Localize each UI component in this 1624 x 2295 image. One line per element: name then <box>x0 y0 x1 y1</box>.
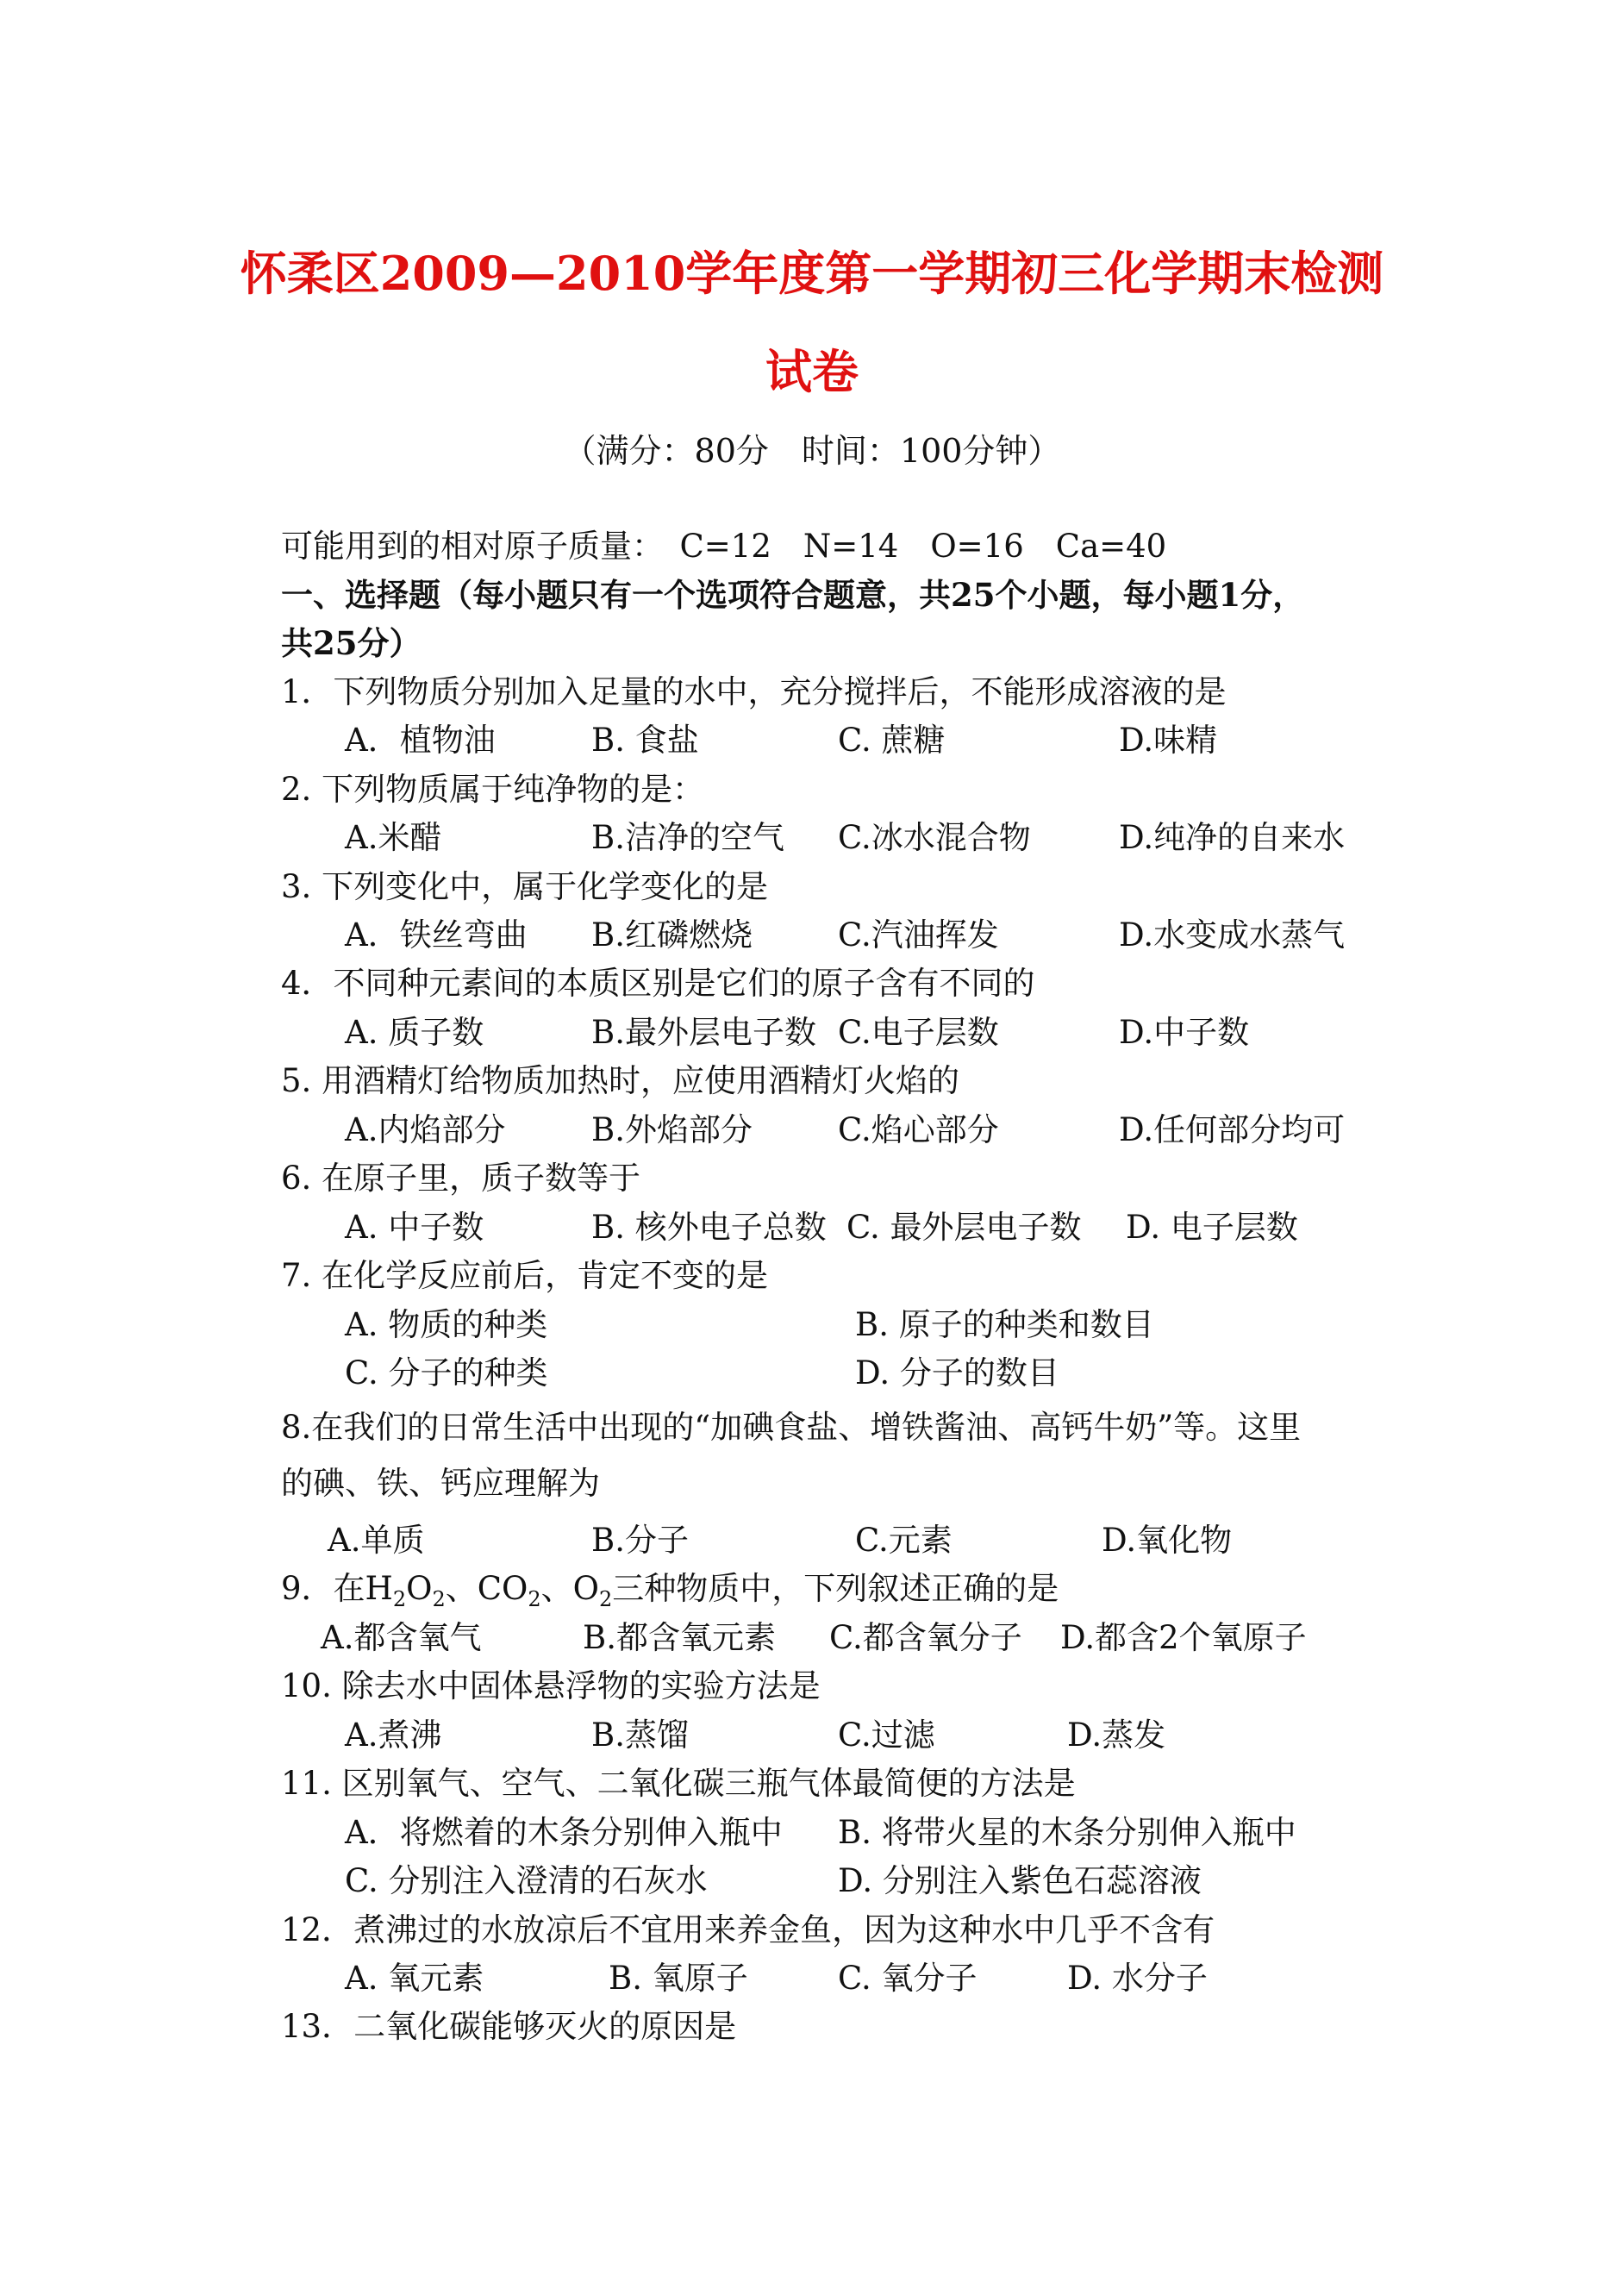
question-11-option-d: D. 分别注入紫色石蕊溶液 <box>838 1862 1202 1899</box>
question-3-stem: 3. 下列变化中，属于化学变化的是 <box>281 868 769 905</box>
question-10-option-a: A.煮沸 <box>345 1717 442 1754</box>
question-2-option-c: C.冰水混合物 <box>838 819 1031 856</box>
q9-text-3: 、CO <box>445 1570 528 1607</box>
exam-meta: （满分：80分 时间：100分钟） <box>563 432 1061 470</box>
question-7-option-c: C. 分子的种类 <box>345 1354 548 1391</box>
question-8-stem-line1: 8.在我们的日常生活中出现的“加碘食盐、增铁酱油、高钙牛奶”等。这里 <box>281 1409 1302 1446</box>
question-5-option-b: B.外焰部分 <box>591 1111 753 1148</box>
exam-title-line2: 试卷 <box>765 344 859 399</box>
question-5-stem: 5. 用酒精灯给物质加热时，应使用酒精灯火焰的 <box>281 1062 960 1099</box>
section-heading-line2: 共25分） <box>281 624 422 662</box>
question-1-option-a: A．植物油 <box>345 722 496 759</box>
q9-text-5: 三种物质中，下列叙述正确的是 <box>612 1570 1059 1607</box>
question-6-option-b: B. 核外电子总数 <box>591 1209 827 1246</box>
atomic-masses: 可能用到的相对原子质量： C=12 N=14 O=16 Ca=40 <box>281 528 1167 565</box>
question-1-stem: 1．下列物质分别加入足量的水中，充分搅拌后，不能形成溶液的是 <box>281 673 1227 710</box>
question-12-option-d: D. 水分子 <box>1067 1960 1208 1997</box>
question-6-option-c: C. 最外层电子数 <box>846 1209 1082 1246</box>
q9-sub-2: 2 <box>432 1587 446 1611</box>
question-6-option-d: D. 电子层数 <box>1126 1209 1298 1246</box>
question-11-stem: 11. 区别氧气、空气、二氧化碳三瓶气体最简便的方法是 <box>281 1765 1076 1802</box>
question-3-option-d: D.水变成水蒸气 <box>1119 916 1346 954</box>
question-9-option-b: B.都含氧元素 <box>583 1619 776 1656</box>
question-4-option-b: B.最外层电子数 <box>591 1014 816 1051</box>
question-2-option-a: A.米醋 <box>345 819 442 856</box>
question-7-option-b: B. 原子的种类和数目 <box>855 1306 1154 1343</box>
question-4-option-d: D.中子数 <box>1119 1014 1250 1051</box>
exam-title-line1: 怀柔区2009—2010学年度第一学期初三化学期末检测 <box>240 246 1384 301</box>
q9-text-4: 、O <box>540 1570 599 1607</box>
question-8-option-b: B.分子 <box>591 1522 689 1559</box>
q9-sub-1: 2 <box>392 1587 407 1611</box>
question-1-option-b: B. 食盐 <box>591 722 699 759</box>
q9-sub-3: 2 <box>528 1587 541 1611</box>
question-2-option-b: B.洁净的空气 <box>591 819 784 856</box>
question-7-stem: 7. 在化学反应前后，肯定不变的是 <box>281 1257 769 1294</box>
q9-text-2: O <box>406 1570 433 1607</box>
question-1-option-c: C. 蔗糖 <box>838 722 946 759</box>
question-8-option-d: D.氧化物 <box>1102 1522 1233 1559</box>
q9-sub-4: 2 <box>599 1587 613 1611</box>
question-12-option-b: B. 氧原子 <box>609 1960 748 1997</box>
question-8-option-a: A.单质 <box>328 1522 425 1559</box>
question-8-stem-line2: 的碘、铁、钙应理解为 <box>281 1465 600 1502</box>
question-3-option-c: C.汽油挥发 <box>838 916 999 954</box>
question-12-option-c: C. 氧分子 <box>838 1960 978 1997</box>
question-4-option-a: A. 质子数 <box>345 1014 484 1051</box>
question-5-option-d: D.任何部分均可 <box>1119 1111 1346 1148</box>
question-9-option-c: C.都含氧分子 <box>829 1619 1022 1656</box>
question-1-option-d: D.味精 <box>1119 722 1218 759</box>
question-3-option-b: B.红磷燃烧 <box>591 916 753 954</box>
question-7-option-a: A. 物质的种类 <box>345 1306 548 1343</box>
question-3-option-a: A．铁丝弯曲 <box>345 916 528 954</box>
question-6-option-a: A. 中子数 <box>345 1209 484 1246</box>
question-9-option-a: A.都含氧气 <box>321 1619 482 1656</box>
question-11-option-b: B. 将带火星的木条分别伸入瓶中 <box>838 1814 1296 1851</box>
question-4-option-c: C.电子层数 <box>838 1014 999 1051</box>
question-10-option-b: B.蒸馏 <box>591 1717 689 1754</box>
question-11-option-c: C. 分别注入澄清的石灰水 <box>345 1862 708 1899</box>
question-5-option-c: C.焰心部分 <box>838 1111 999 1148</box>
question-6-stem: 6. 在原子里，质子数等于 <box>281 1160 641 1197</box>
q9-text-1: 9．在H <box>281 1570 393 1607</box>
question-9-option-d: D.都含2个氧原子 <box>1060 1619 1307 1656</box>
question-13-stem: 13．二氧化碳能够灭火的原因是 <box>281 2008 737 2045</box>
section-heading-line1: 一、选择题（每小题只有一个选项符合题意，共25个小题，每小题1分， <box>281 576 1305 614</box>
question-12-option-a: A. 氧元素 <box>345 1960 484 1997</box>
question-10-option-c: C.过滤 <box>838 1717 935 1754</box>
question-8-option-c: C.元素 <box>855 1522 953 1559</box>
question-7-option-d: D. 分子的数目 <box>855 1354 1059 1391</box>
question-12-stem: 12．煮沸过的水放凉后不宜用来养金鱼，因为这种水中几乎不含有 <box>281 1911 1215 1948</box>
question-2-option-d: D.纯净的自来水 <box>1119 819 1346 856</box>
question-11-option-a: A．将燃着的木条分别伸入瓶中 <box>345 1814 783 1851</box>
question-10-stem: 10. 除去水中固体悬浮物的实验方法是 <box>281 1667 821 1704</box>
question-2-stem: 2. 下列物质属于纯净物的是： <box>281 771 705 808</box>
question-10-option-d: D.蒸发 <box>1067 1717 1166 1754</box>
question-5-option-a: A.内焰部分 <box>345 1111 506 1148</box>
question-4-stem: 4．不同种元素间的本质区别是它们的原子含有不同的 <box>281 965 1035 1002</box>
question-9-stem <box>281 1570 1059 1611</box>
